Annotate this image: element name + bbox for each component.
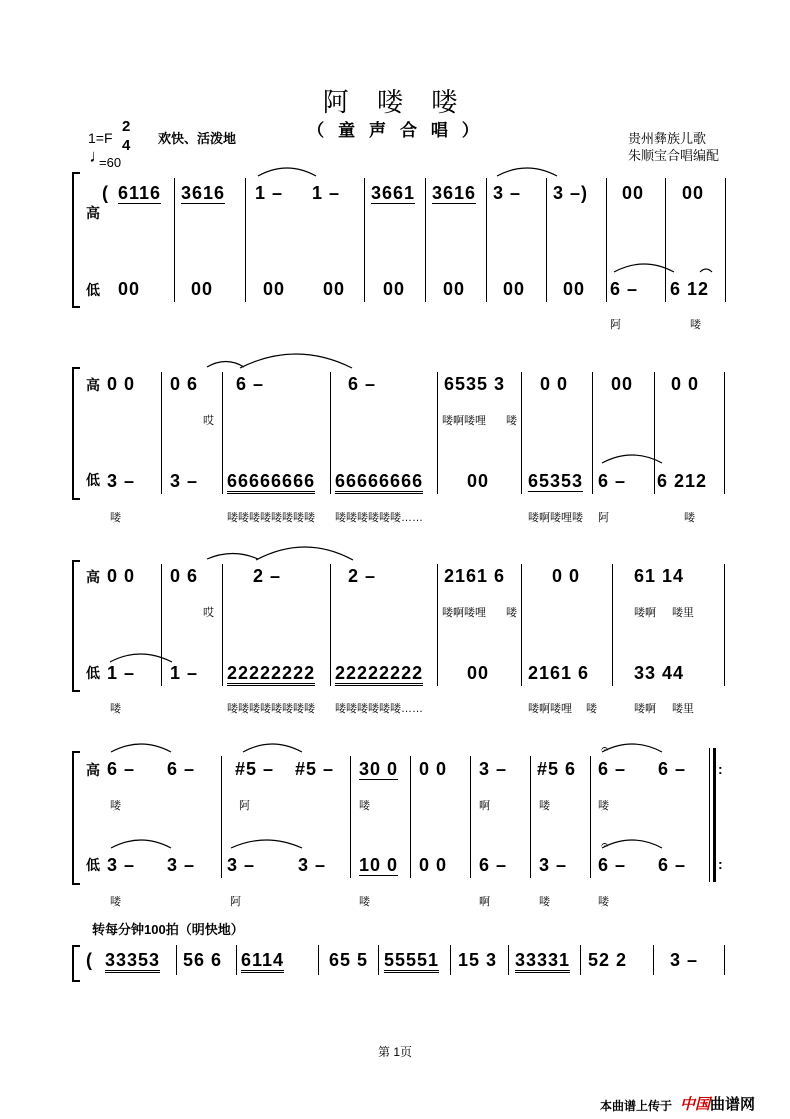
slur — [207, 554, 258, 560]
note-group: 3661 — [371, 183, 416, 203]
part-label-low: 低 — [86, 472, 100, 488]
lyric: 喽喽喽喽喽喽…… — [335, 703, 423, 715]
slur — [110, 654, 172, 662]
measure-low: 3 – — [170, 471, 199, 491]
lyric: 哎 — [203, 607, 214, 619]
note-group: 55551 — [384, 950, 439, 973]
lyric: 喽啊喽哩 — [442, 607, 486, 619]
measure-low: 3 – — [539, 855, 568, 875]
measure-high: 3 –) — [553, 183, 589, 203]
paren-open: ( — [86, 950, 93, 970]
measure-high: 3 – — [493, 183, 522, 203]
lyric: 喽 — [110, 800, 121, 812]
measure-high: 2 – — [348, 566, 377, 586]
measure-high: 0 6 — [170, 566, 199, 586]
measure-low: 00 — [383, 279, 406, 299]
measure-high: 61 14 — [634, 566, 685, 586]
measure-low: 00 — [191, 279, 214, 299]
measure-high: 0 6 — [170, 374, 199, 394]
measure-low: 00 — [263, 279, 286, 299]
slur — [258, 168, 316, 176]
note-group: 33331 — [515, 950, 570, 973]
measure-low: 6 – — [479, 855, 508, 875]
lyric: 喽 — [586, 703, 597, 715]
lyric: 喽 — [539, 896, 550, 908]
note-group: 66666666 — [335, 471, 423, 494]
logo-black-text: 曲谱网 — [710, 1096, 756, 1113]
lyric: 啊 — [479, 896, 490, 908]
note-group: 65353 — [528, 471, 584, 491]
upload-note: 本曲谱上传于 — [600, 1099, 673, 1113]
lyric: 喽啊 — [634, 703, 656, 715]
fermata-icon: 𝄐 — [601, 741, 609, 756]
measure-low: 00 — [563, 279, 586, 299]
measure-high: 6535 3 — [444, 374, 506, 394]
lyric: 啊 — [479, 800, 490, 812]
note-group: 66666666 — [227, 471, 315, 494]
logo-red-text: 中国 — [680, 1096, 711, 1113]
note-group: 6116 — [118, 183, 162, 203]
measure-low: 3 – — [167, 855, 196, 875]
slur — [700, 269, 712, 272]
measure-high: 0 0 — [419, 759, 448, 779]
lyric: 喽喽喽喽喽喽喽喽 — [227, 703, 315, 715]
measure-high: 6 – — [658, 759, 687, 779]
lyric: 喽 — [684, 512, 695, 524]
song-subtitle: （ 童 声 合 唱 ） — [307, 121, 483, 141]
lyric: 喽啊 — [634, 607, 656, 619]
measure-low: 33 44 — [634, 663, 685, 683]
credit-arranger: 朱顺宝合唱编配 — [628, 148, 720, 163]
lyric: 喽 — [359, 800, 370, 812]
lyric: 阿 — [598, 512, 609, 524]
part-label-high: 高 — [86, 569, 100, 585]
measure-low: 00 — [467, 663, 490, 683]
measure-low: 2161 6 — [528, 663, 590, 683]
note-group: 22222222 — [227, 663, 315, 686]
measure: 56 6 — [183, 950, 223, 970]
tempo-mark: =60 — [99, 155, 122, 170]
slur — [602, 455, 662, 463]
measure-low: 6 – — [610, 279, 639, 299]
tempo-change: 转每分钟100拍（明快地） — [92, 922, 244, 937]
slur — [256, 547, 353, 560]
note-group: 30 0 — [359, 759, 399, 779]
measure-low: 00 — [467, 471, 490, 491]
measure-low: 00 — [503, 279, 526, 299]
lyric: 喽里 — [672, 607, 694, 619]
part-label-high: 高 — [86, 205, 100, 221]
slur — [240, 354, 352, 368]
measure-high: 6 – — [107, 759, 136, 779]
lyric: 喽里 — [672, 703, 694, 715]
measure-low: 3 – — [298, 855, 327, 875]
measure-low: 00 — [118, 279, 141, 299]
lyric: 喽 — [598, 800, 609, 812]
lyric: 喽 — [506, 607, 517, 619]
site-logo — [680, 1093, 755, 1114]
lyric: 喽喽喽喽喽喽喽喽 — [227, 512, 315, 524]
song-title: 阿 喽 喽 — [322, 88, 468, 118]
time-signature-bottom: 4 — [122, 137, 131, 154]
part-label-low: 低 — [86, 665, 100, 681]
slur — [207, 362, 244, 368]
measure-high: 6 – — [598, 759, 627, 779]
measure-high: #5 – — [235, 759, 275, 779]
note-group: 3616 — [432, 183, 477, 203]
page-number: 第 1页 — [377, 1045, 412, 1059]
quarter-note-icon: ♩ — [89, 146, 107, 166]
repeat-dots-icon: : — [718, 856, 723, 872]
part-label-high: 高 — [86, 377, 100, 393]
measure-high: 3 – — [479, 759, 508, 779]
measure-high: 6 – — [348, 374, 377, 394]
slur — [111, 840, 171, 848]
lyric: 喽 — [539, 800, 550, 812]
lyric: 喽 — [598, 896, 609, 908]
slur — [243, 744, 302, 752]
lyric: 哎 — [203, 415, 214, 427]
measure: 65 5 — [329, 950, 369, 970]
measure-high: 0 0 — [552, 566, 581, 586]
measure-high: 6 – — [167, 759, 196, 779]
measure-low: 6 12 — [670, 279, 710, 299]
key-signature: 1=F — [88, 130, 113, 146]
lyric: 喽 — [359, 896, 370, 908]
measure-high: 0 0 — [540, 374, 569, 394]
measure-low: 00 — [323, 279, 346, 299]
measure-high: 1 – — [255, 183, 284, 203]
measure-high: 1 – — [312, 183, 341, 203]
slur — [497, 168, 557, 176]
measure: 52 2 — [588, 950, 628, 970]
lyric: 喽啊喽哩 — [442, 415, 486, 427]
slur — [231, 840, 302, 848]
note-group: 6114 — [241, 950, 284, 973]
lyric: 阿 — [230, 896, 241, 908]
measure-low: 0 0 — [419, 855, 448, 875]
measure-high: 6 – — [236, 374, 265, 394]
measure-high: 2161 6 — [444, 566, 506, 586]
time-signature-top: 2 — [122, 118, 131, 135]
note-group: 33353 — [105, 950, 160, 973]
measure-high: #5 6 — [537, 759, 577, 779]
measure-high: 0 0 — [107, 566, 136, 586]
repeat-dots-icon: : — [718, 761, 723, 777]
measure-low: 6 – — [598, 855, 627, 875]
part-label-high: 高 — [86, 762, 100, 778]
slur — [602, 744, 662, 752]
measure: 3 – — [670, 950, 699, 970]
fermata-icon: 𝄐 — [601, 837, 609, 852]
lyric: 喽啊喽哩喽 — [528, 512, 583, 524]
measure-low: 6 212 — [657, 471, 708, 491]
part-label-low: 低 — [86, 282, 100, 298]
lyric: 阿 — [610, 319, 621, 331]
measure-low: 6 – — [598, 471, 627, 491]
lyric: 喽啊喽哩 — [528, 703, 572, 715]
measure-high: 2 – — [253, 566, 282, 586]
lyric: 喽 — [506, 415, 517, 427]
measure-low: 6 – — [658, 855, 687, 875]
measure-high: #5 – — [295, 759, 335, 779]
measure-high: 00 — [622, 183, 645, 203]
measure-low: 1 – — [107, 663, 136, 683]
measure-low: 3 – — [107, 855, 136, 875]
lyric: 喽 — [110, 896, 121, 908]
lyric: 阿 — [239, 800, 250, 812]
paren-open: ( — [102, 183, 109, 203]
measure-high: 0 0 — [671, 374, 700, 394]
note-group: 3616 — [181, 183, 226, 203]
credit-source: 贵州彝族儿歌 — [628, 131, 707, 146]
lyric: 喽 — [690, 319, 701, 331]
measure-low: 3 – — [107, 471, 136, 491]
measure-low: 00 — [443, 279, 466, 299]
note-group: 10 0 — [359, 855, 399, 875]
lyric: 喽 — [110, 703, 121, 715]
lyric: 喽喽喽喽喽喽…… — [335, 512, 423, 524]
slur — [614, 264, 674, 272]
expression-mark: 欢快、活泼地 — [158, 131, 237, 146]
measure-low: 3 – — [227, 855, 256, 875]
measure-high: 00 — [682, 183, 705, 203]
measure-high: 00 — [611, 374, 634, 394]
slur — [602, 840, 662, 848]
part-label-low: 低 — [86, 857, 100, 873]
measure-low: 1 – — [170, 663, 199, 683]
measure: 15 3 — [458, 950, 498, 970]
lyric: 喽 — [110, 512, 121, 524]
slur — [111, 744, 171, 752]
note-group: 22222222 — [335, 663, 423, 686]
measure-high: 0 0 — [107, 374, 136, 394]
